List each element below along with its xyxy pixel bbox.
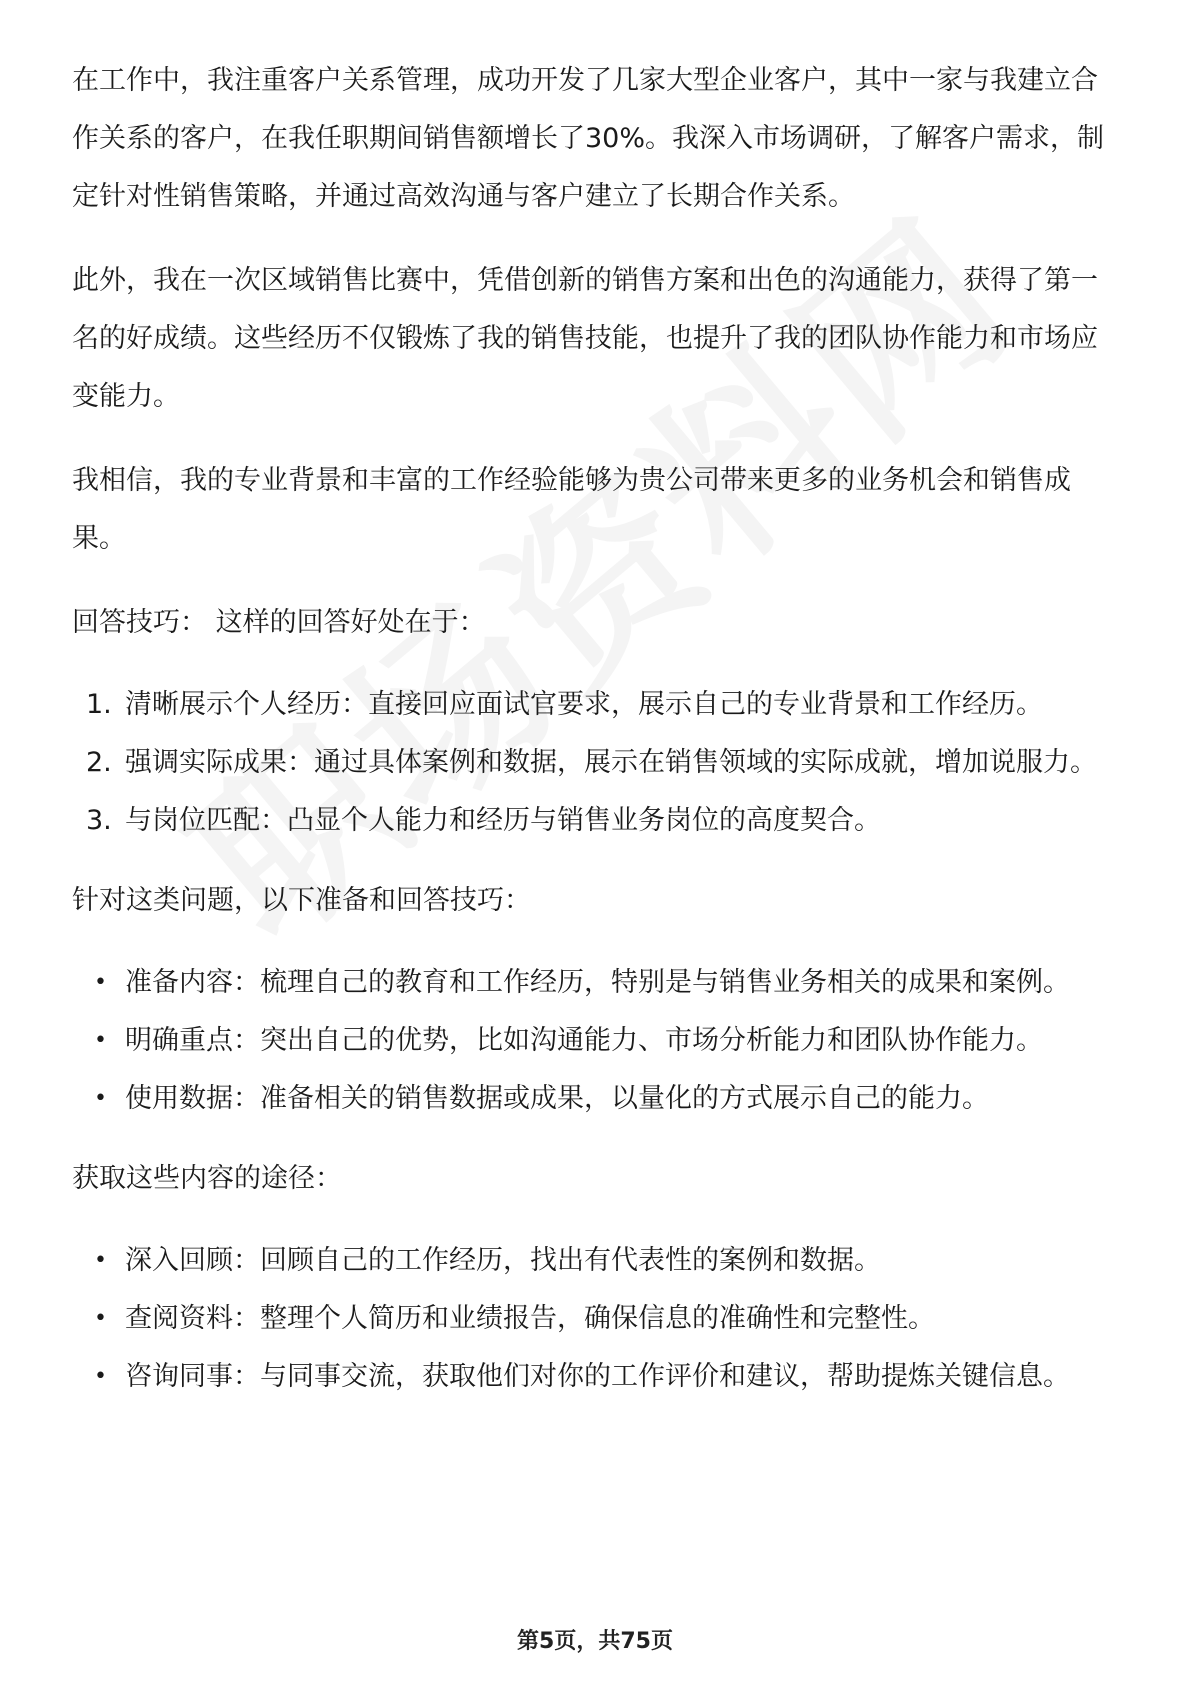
page-content	[72, 52, 1118, 1428]
list-item-text: 使用数据：准备相关的销售数据或成果，以量化的方式展示自己的能力。	[125, 1083, 989, 1114]
prep-heading: 针对这类问题，以下准备和回答技巧：	[72, 885, 531, 916]
prep-list	[72, 954, 1118, 1128]
list-item	[72, 1348, 1118, 1406]
sources-list	[72, 1232, 1118, 1406]
list-item	[72, 1232, 1118, 1290]
list-number: 3.	[86, 805, 112, 836]
list-item-text: 查阅资料：整理个人简历和业绩报告，确保信息的准确性和完整性。	[125, 1303, 935, 1334]
bullet-icon: •	[94, 970, 107, 995]
list-item-text: 准备内容：梳理自己的教育和工作经历，特别是与销售业务相关的成果和案例。	[125, 967, 1070, 998]
list-item	[72, 792, 1118, 850]
list-item	[72, 1012, 1118, 1070]
bullet-icon: •	[94, 1028, 107, 1053]
list-item-text: 与岗位匹配：凸显个人能力和经历与销售业务岗位的高度契合。	[125, 805, 881, 836]
paragraph: 在工作中，我注重客户关系管理，成功开发了几家大型企业客户，其中一家与我建立合作关系的客户，在我任职期间销售额增长了30%。我深入市场调研，了解客户需求，制定针对性销售策略，并通过高效沟通与客户建立了长期合作关系。	[72, 65, 1105, 212]
list-item-text: 咨询同事：与同事交流，获取他们对你的工作评价和建议，帮助提炼关键信息。	[125, 1361, 1070, 1392]
list-item	[72, 954, 1118, 1012]
paragraph: 我相信，我的专业背景和丰富的工作经验能够为贵公司带来更多的业务机会和销售成果。	[72, 465, 1071, 554]
paragraph: 此外，我在一次区域销售比赛中，凭借创新的销售方案和出色的沟通能力，获得了第一名的好成绩。这些经历不仅锻炼了我的销售技能，也提升了我的团队协作能力和市场应变能力。	[72, 265, 1098, 412]
page-number-footer: 第5页，共75页	[517, 1629, 673, 1654]
list-item-text: 强调实际成果：通过具体案例和数据，展示在销售领域的实际成就，增加说服力。	[125, 747, 1097, 778]
list-item	[72, 1070, 1118, 1128]
bullet-icon: •	[94, 1248, 107, 1273]
bullet-icon: •	[94, 1306, 107, 1331]
sources-heading: 获取这些内容的途径：	[72, 1163, 342, 1194]
list-item	[72, 1290, 1118, 1348]
list-item-text: 明确重点：突出自己的优势，比如沟通能力、市场分析能力和团队协作能力。	[125, 1025, 1043, 1056]
list-item-text: 清晰展示个人经历：直接回应面试官要求，展示自己的专业背景和工作经历。	[125, 689, 1043, 720]
list-item	[72, 676, 1118, 734]
bullet-icon: •	[94, 1364, 107, 1389]
tips-heading: 回答技巧： 这样的回答好处在于：	[72, 607, 486, 638]
tips-list	[72, 676, 1118, 850]
bullet-icon: •	[94, 1086, 107, 1111]
list-number: 1.	[86, 689, 112, 720]
list-item-text: 深入回顾：回顾自己的工作经历，找出有代表性的案例和数据。	[125, 1245, 881, 1276]
list-item	[72, 734, 1118, 792]
list-number: 2.	[86, 747, 112, 778]
